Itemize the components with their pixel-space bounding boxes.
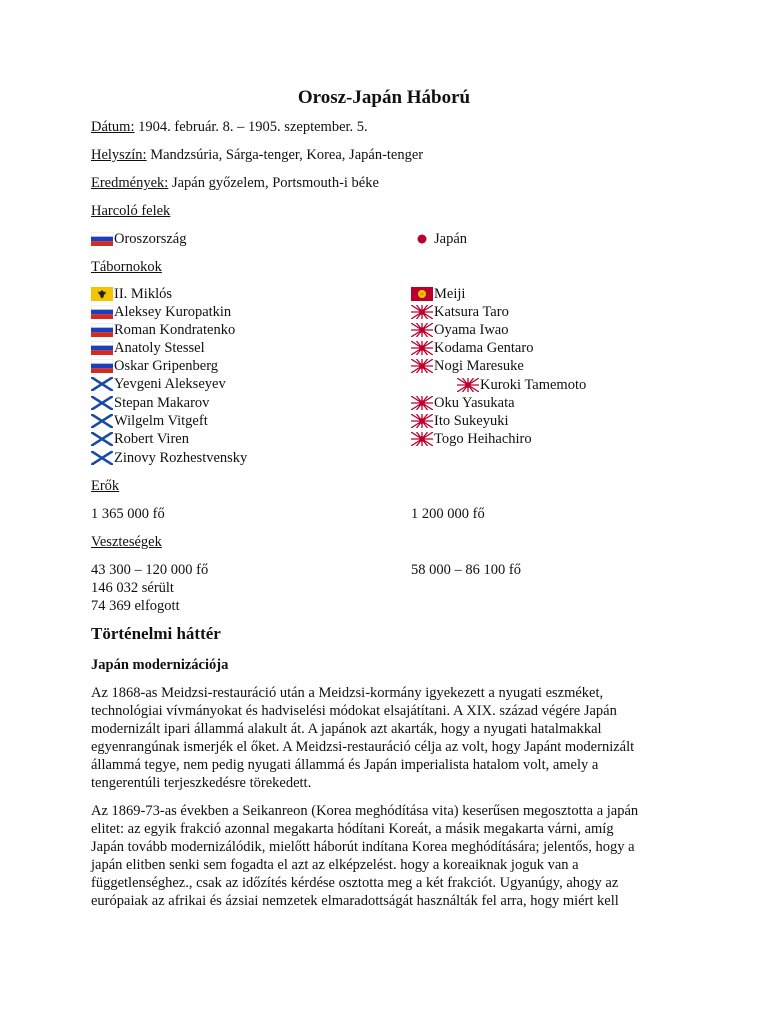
- belligerent-russia-label: Oroszország: [114, 231, 187, 247]
- commander-russia-9: [91, 430, 189, 448]
- imperial-seal-flag-icon: [411, 287, 433, 301]
- paragraph-line: elitet: az egyik frakció azonnal megakarta hódítani Koreát, a másik megakarta várni, amíg: [91, 821, 614, 837]
- belligerent-russia: [91, 230, 186, 248]
- commander-russia-5: [91, 357, 218, 375]
- commander-name: Oskar Gripenberg: [114, 358, 219, 374]
- paragraph-line: tengerentúli terjeszkedésre törekedett.: [91, 775, 312, 791]
- result-row: [91, 174, 379, 192]
- commander-russia-10: [91, 449, 247, 467]
- commander-name: Meiji: [434, 286, 466, 302]
- commander-name: Zinovy Rozhestvensky: [114, 450, 248, 466]
- date-label: Dátum:: [91, 119, 135, 135]
- forces-japan: 1 200 000 fő: [411, 506, 485, 522]
- rising-sun-flag-icon: [457, 378, 479, 392]
- belligerent-japan: [411, 230, 467, 248]
- result-value: Japán győzelem, Portsmouth-i béke: [171, 175, 379, 191]
- paragraph-line: technológiai vívmányokat és hadviselési módokat elsajátítani. A XIX. század végére Japán: [91, 703, 617, 719]
- paragraph-line: egyenrangúnak ismerjék el őket. A Meidzsi-restauráció célja az volt, hogy Japánt modernizált: [91, 739, 635, 755]
- place-row: [91, 146, 423, 164]
- commander-japan-4: [411, 339, 533, 357]
- rising-sun-flag-icon: [411, 359, 433, 373]
- commander-name: Kuroki Tamemoto: [480, 377, 587, 393]
- paragraph-line: Japán tovább modernizálódik, mielőtt háborút indítana Korea meghódítására; jelentős, hogy a: [91, 839, 635, 855]
- commander-japan-5: [411, 357, 524, 375]
- russia-flag-icon: [91, 359, 113, 373]
- commander-name: Kodama Gentaro: [434, 340, 534, 356]
- commander-japan-8: [411, 412, 509, 430]
- rising-sun-flag-icon: [411, 323, 433, 337]
- losses-russia-line: 74 369 elfogott: [91, 598, 180, 614]
- commander-japan-1: [411, 285, 465, 303]
- forces-russia: 1 365 000 fő: [91, 506, 165, 522]
- commander-name: Wilgelm Vitgeft: [114, 413, 208, 429]
- st-andrew-naval-flag-icon: [91, 377, 113, 391]
- commander-name: Yevgeni Alekseyev: [114, 376, 226, 392]
- st-andrew-naval-flag-icon: [91, 396, 113, 410]
- st-andrew-naval-flag-icon: [91, 414, 113, 428]
- place-value: Mandzsúria, Sárga-tenger, Korea, Japán-tenger: [150, 147, 424, 163]
- commander-name: Roman Kondratenko: [114, 322, 236, 338]
- commander-russia-7: [91, 394, 209, 412]
- place-label: Helyszín:: [91, 147, 147, 163]
- russia-flag-icon: [91, 232, 113, 246]
- commander-russia-4: [91, 339, 205, 357]
- commander-name: Oyama Iwao: [434, 322, 509, 338]
- losses-japan: 58 000 – 86 100 fő: [411, 562, 521, 578]
- paragraph-line: Az 1869-73-as években a Seikanreon (Korea meghódítása vita) keserűsen megosztotta a japán: [91, 803, 639, 819]
- commander-name: Stepan Makarov: [114, 395, 210, 411]
- rising-sun-flag-icon: [411, 396, 433, 410]
- commander-name: Robert Viren: [114, 431, 189, 447]
- paragraph-line: függetlenséghez., csak az időzítés kérdése osztotta meg a két frakciót. Ugyanúgy, ahogy az: [91, 875, 619, 891]
- russia-flag-icon: [91, 341, 113, 355]
- date-value: 1904. február. 8. – 1905. szeptember. 5.: [138, 119, 368, 135]
- commanders-heading: Tábornokok: [91, 259, 162, 275]
- commander-name: Oku Yasukata: [434, 395, 515, 411]
- losses-heading: Veszteségek: [91, 534, 162, 550]
- paragraph-line: japán elitben senki sem fogadta el azt az elképzelést. hogy a koreaiknak joguk van a: [91, 857, 579, 873]
- st-andrew-naval-flag-icon: [91, 451, 113, 465]
- commander-russia-2: [91, 303, 231, 321]
- history-subheading: Japán modernizációja: [91, 657, 229, 673]
- date-row: [91, 118, 368, 136]
- losses-russia-line: 43 300 – 120 000 fő: [91, 562, 209, 578]
- imperial-standard-flag-icon: [91, 287, 113, 301]
- belligerent-japan-label: Japán: [434, 231, 468, 247]
- commander-japan-9: [411, 430, 532, 448]
- commander-name: Katsura Taro: [434, 304, 509, 320]
- commander-name: Aleksey Kuropatkin: [114, 304, 232, 320]
- commander-name: Togo Heihachiro: [434, 431, 532, 447]
- paragraph-line: Az 1868-as Meidzsi-restauráció után a Meidzsi-kormány igyekezett a nyugati eszméket,: [91, 685, 604, 701]
- commander-name: Anatoly Stessel: [114, 340, 205, 356]
- commander-name: Nogi Maresuke: [434, 358, 524, 374]
- result-label: Eredmények:: [91, 175, 169, 191]
- russia-flag-icon: [91, 323, 113, 337]
- rising-sun-flag-icon: [411, 432, 433, 446]
- commander-japan-2: [411, 303, 509, 321]
- commander-japan-3: [411, 321, 508, 339]
- rising-sun-flag-icon: [411, 414, 433, 428]
- page-title: Orosz-Japán Háború: [297, 87, 471, 108]
- commander-russia-1: [91, 285, 172, 303]
- commander-russia-8: [91, 412, 208, 430]
- commander-japan-6: [457, 376, 586, 394]
- commander-japan-7: [411, 394, 515, 412]
- commander-name: II. Miklós: [114, 286, 172, 302]
- rising-sun-flag-icon: [411, 341, 433, 355]
- commander-russia-3: [91, 321, 235, 339]
- belligerents-heading: Harcoló felek: [91, 203, 171, 219]
- paragraph-line: állammá tegye, nem pedig nyugati állammá és Japán imperialista hatalom volt, amely a: [91, 757, 599, 773]
- paragraph-line: modernizált ipari állammá alakult át. A japánok azt akarták, hogy a nyugati hatalmakkal: [91, 721, 602, 737]
- japan-flag-icon: [411, 232, 433, 246]
- losses-russia-line: 146 032 sérült: [91, 580, 174, 596]
- paragraph-line: európaiak az afrikai és ázsiai nemzetek elmaradottságát használták fel arra, hogy miért kell: [91, 893, 619, 909]
- russia-flag-icon: [91, 305, 113, 319]
- st-andrew-naval-flag-icon: [91, 432, 113, 446]
- history-heading: Történelmi háttér: [91, 624, 221, 643]
- forces-heading: Erők: [91, 478, 120, 494]
- commander-name: Ito Sukeyuki: [434, 413, 509, 429]
- commander-russia-6: [91, 375, 226, 393]
- rising-sun-flag-icon: [411, 305, 433, 319]
